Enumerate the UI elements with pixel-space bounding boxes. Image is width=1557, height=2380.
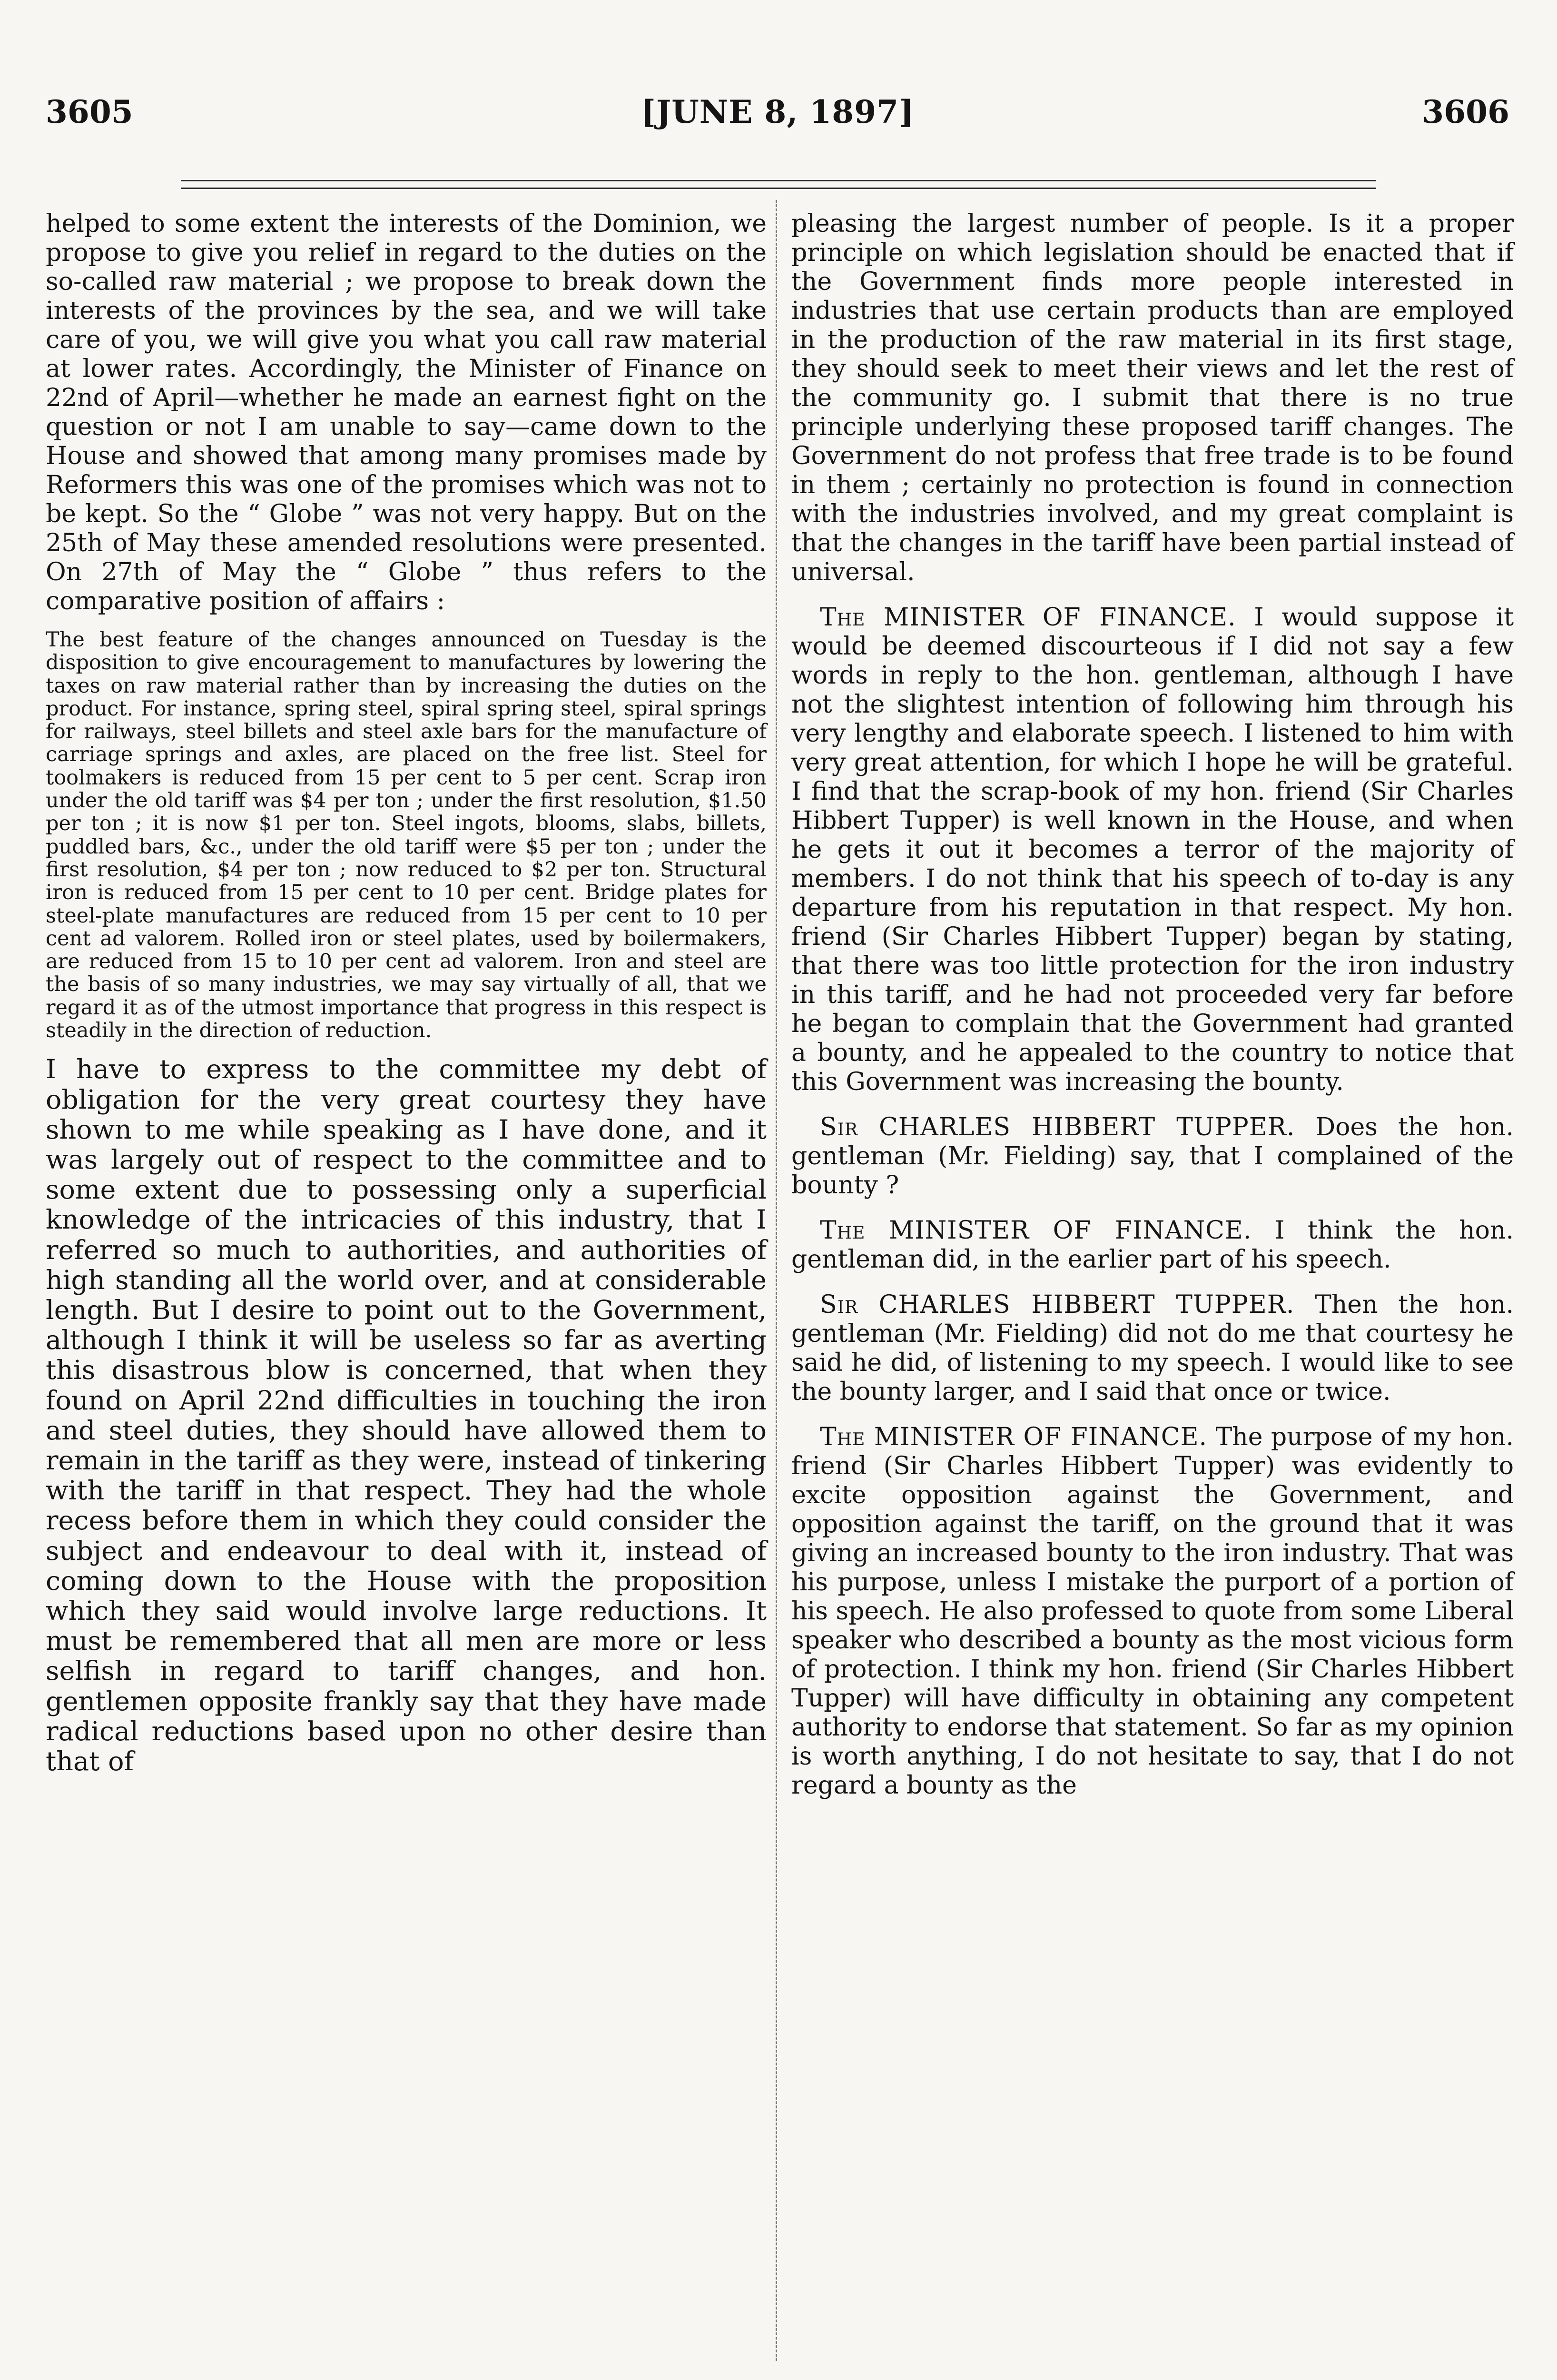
globe-quotation: The best feature of the changes announced on Tuesday is the disposition to give encouragement to manufactures by lowering the taxes on raw material rather than by increasing the duties on the product. For instance, spring steel, spiral spring steel, spiral springs for railways, steel billets and steel axle bars for the manufacture of carriage springs and axles, are placed on the free list. Steel for toolmakers is reduced from 15 per cent to 5 per cent. Scrap iron under the old tariff was $4 per ton ; under the first resolution, $1.50 per ton ; it is now $1 per ton. Steel ingots, blooms, slabs, billets, puddled bars, &c., under the old tariff were $5 per ton ; under the first resolution, $4 per ton ; now reduced to $2 per ton. Structural iron is reduced from 15 per cent to 10 per cent. Bridge plates for steel-plate manufactures are reduced from 15 per cent to 10 per cent ad valorem. Rolled iron or steel plates, used by boilermakers, are reduced from 15 to 10 per cent ad valorem. Iron and steel are the basis of so many industries, we may say virtually of all, that we regard it as of the utmost importance that progress in this respect is steadily in the direction of reduction. (46, 628, 767, 1043)
speech-text: Then the hon. gentleman (Mr. Fielding) did not do me that courtesy he said he did, of listening to my speech. I would like to see the bounty larger, and I said that once or twice. (791, 1290, 1514, 1406)
left-column (46, 209, 767, 1776)
speaker-name: Sir CHARLES HIBBERT TUPPER. (820, 1113, 1295, 1141)
page-number-right: 3606 (1422, 93, 1509, 130)
speech-2 (791, 1113, 1514, 1200)
speaker-name: The MINISTER OF FINANCE. (820, 603, 1236, 632)
speaker-name: Sir CHARLES HIBBERT TUPPER. (820, 1290, 1295, 1319)
header-rule-bottom (181, 188, 1376, 189)
speech-1 (791, 603, 1514, 1097)
page-number-left: 3605 (46, 93, 133, 130)
speech-text: Does the hon. gentleman (Mr. Fielding) say, that I complained of the bounty ? (791, 1113, 1514, 1200)
speech-text: I would suppose it would be deemed discourteous if I did not say a few words in reply to the hon. gentleman, although I have not the slightest intention of following him through his very lengthy and elaborate speech. I listened to him with very great attention, for which I hope he will be grateful. I find that the scrap-book of my hon. friend (Sir Charles Hibbert Tupper) is well known in the House, and when he gets it out it becomes a terror of the majority of members. I do not think that his speech of to-day is any departure from his reputation in that respect. My hon. friend (Sir Charles Hibbert Tupper) began by stating, that there was too little protection for the iron industry in this tariff, and he had not proceeded very far before he began to complain that the Government had granted a bounty, and he appealed to the country to notice that this Government was increasing the bounty. (791, 603, 1514, 1096)
page-header (46, 93, 1509, 136)
column-divider (776, 200, 777, 2361)
left-paragraph-1: helped to some extent the interests of the Dominion, we propose to give you relief in regard to the duties on the so-called raw material ; we propose to break down the interests of the provinces by the sea, and we will take care of you, we will give you what you call raw material at lower rates. Accordingly, the Minister of Finance on 22nd of April—whether he made an earnest fight on the question or not I am unable to say—came down to the House and showed that among many promises made by Reformers this was one of the promises which was not to be kept. So the “ Globe ” was not very happy. But on the 25th of May these amended resolutions were presented. On 27th of May the “ Globe ” thus refers to the comparative position of affairs : (46, 209, 767, 615)
right-paragraph-1: pleasing the largest number of people. Is it a proper principle on which legislation should be enacted that if the Government finds more people interested in industries that use certain products than are employed in the production of the raw material in its first stage, they should seek to meet their views and let the rest of the community go. I submit that there is no true principle underlying these proposed tariff changes. The Government do not profess that free trade is to be found in them ; certainly no protection is found in connection with the industries involved, and my great complaint is that the changes in the tariff have been partial instead of universal. (791, 209, 1514, 586)
left-paragraph-2: I have to express to the committee my debt of obligation for the very great courtesy they have shown to me while speaking as I have done, and it was largely out of respect to the committee and to some extent due to possessing only a superficial knowledge of the intricacies of this industry, that I referred so much to authorities, and authorities of high standing all the world over, and at considerable length. But I desire to point out to the Government, although I think it will be useless so far as averting this disastrous blow is concerned, that when they found on April 22nd difficulties in touching the iron and steel duties, they should have allowed them to remain in the tariff as they were, instead of tinkering with the tariff in that respect. They had the whole recess before them in which they could consider the subject and endeavour to deal with it, instead of coming down to the House with the proposition which they said would involve large reductions. It must be remembered that all men are more or less selfish in regard to tariff changes, and hon. gentlemen opposite frankly say that they have made radical reductions based upon no other desire than that of (46, 1054, 767, 1777)
speech-text: The purpose of my hon. friend (Sir Charles Hibbert Tupper) was evidently to excite opposition against the Government, and opposition against the tariff, on the ground that it was giving an increased bounty to the iron industry. That was his purpose, unless I mistake the purport of a portion of his speech. He also professed to quote from some Liberal speaker who described a bounty as the most vicious form of protection. I think my hon. friend (Sir Charles Hibbert Tupper) will have difficulty in obtaining any competent authority to endorse that statement. So far as my opinion is worth anything, I do not hesitate to say, that I do not regard a bounty as the (791, 1423, 1514, 1800)
speech-4 (791, 1290, 1514, 1407)
header-rule-top (181, 180, 1376, 181)
right-column (791, 209, 1514, 1800)
page-date: [JUNE 8, 1897] (641, 93, 915, 130)
speech-5 (791, 1423, 1514, 1800)
speech-text: I think the hon. gentleman did, in the earlier part of his speech. (791, 1216, 1514, 1274)
speech-3 (791, 1216, 1514, 1274)
speaker-name: The MINISTER OF FINANCE. (820, 1216, 1252, 1245)
speaker-name: The MINISTER OF FINANCE. (820, 1423, 1208, 1451)
